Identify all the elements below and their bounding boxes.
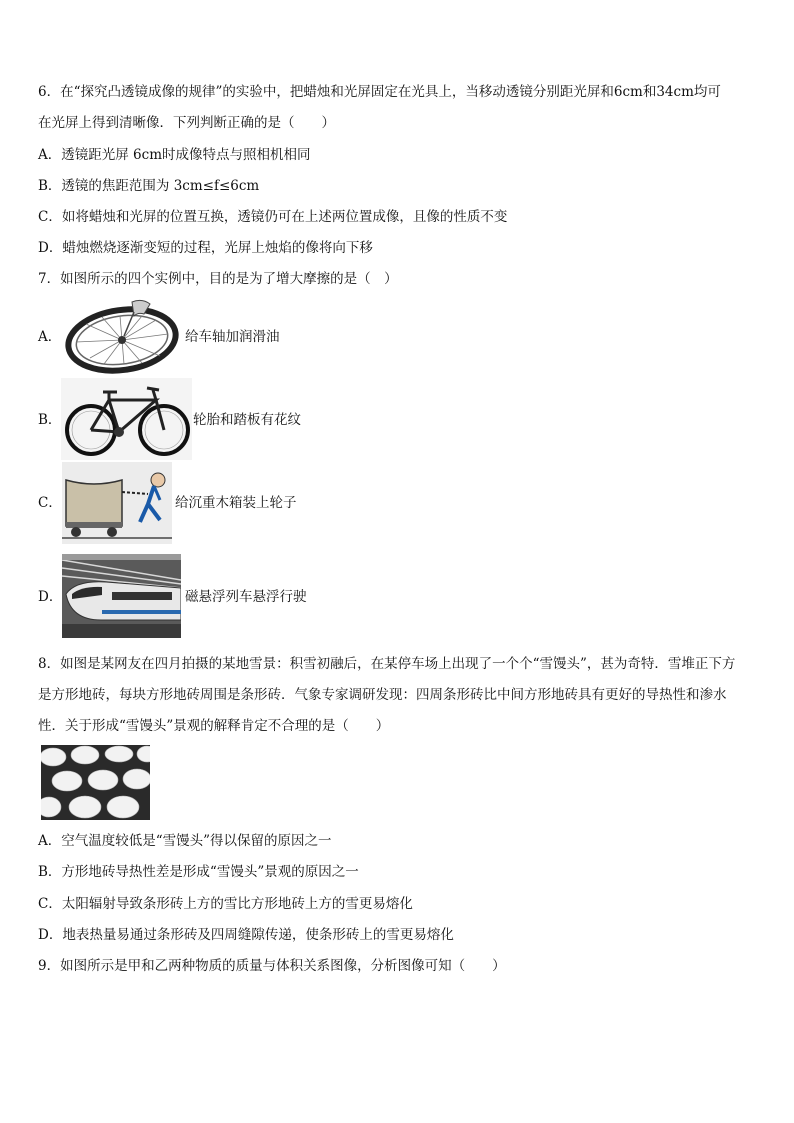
q8-stem-line2: 是方形地砖，每块方形地砖周围是条形砖．气象专家调研发现：四周条形砖比中间方形地砖具有更好的导热性和渗水 (38, 687, 727, 703)
q8-option-c: C．太阳辐射导致条形砖上方的雪比方形地砖上方的雪更易熔化 (38, 896, 413, 912)
q9-stem: 9．如图所示是甲和乙两种物质的质量与体积关系图像，分析图像可知（ ） (38, 958, 506, 974)
q8-stem-line1: 8．如图是某网友在四月拍摄的某地雪景：积雪初融后，在某停车场上出现了一个个“雪馒头”，甚为奇特．雪堆正下方 (38, 656, 736, 672)
wheel-oiling-image (62, 298, 182, 374)
q6-option-d: D．蜡烛燃烧逐渐变短的过程，光屏上烛焰的像将向下移 (38, 240, 373, 256)
q8-option-b: B．方形地砖导热性差是形成“雪馒头”景观的原因之一 (38, 864, 359, 880)
q7-option-b-label: B． (38, 412, 62, 428)
q7-option-a-text: 给车轴加润滑油 (185, 329, 280, 345)
q6-option-a: A．透镜距光屏 6cm时成像特点与照相机相同 (38, 147, 311, 163)
q6-option-b: B．透镜的焦距范围为 3cm≤f≤6cm (38, 178, 260, 194)
q7-option-a-label: A． (38, 329, 62, 345)
maglev-train-image (62, 554, 181, 638)
q7-option-d-label: D． (38, 589, 63, 605)
q6-option-c: C．如将蜡烛和光屏的位置互换，透镜仍可在上述两位置成像，且像的性质不变 (38, 209, 508, 225)
q7-stem: 7．如图所示的四个实例中，目的是为了增大摩擦的是（ ） (38, 271, 398, 287)
q6-stem-line2: 在光屏上得到清晰像．下列判断正确的是（ ） (38, 115, 335, 131)
q6-stem-line1: 6．在“探究凸透镜成像的规律”的实验中，把蜡烛和光屏固定在光具上，当移动透镜分别距光屏和6cm和34cm均可 (38, 84, 721, 100)
q7-option-c-label: C． (38, 495, 62, 511)
snow-mounds-image (41, 745, 150, 820)
q8-stem-line3: 性．关于形成“雪馒头”景观的解释肯定不合理的是（ ） (38, 718, 390, 734)
q7-option-b-text: 轮胎和踏板有花纹 (193, 412, 301, 428)
q8-option-d: D．地表热量易通过条形砖及四周缝隙传递，使条形砖上的雪更易熔化 (38, 927, 454, 943)
q8-option-a: A．空气温度较低是“雪馒头”得以保留的原因之一 (38, 833, 332, 849)
wheeled-crate-image (62, 462, 172, 544)
q7-option-c-text: 给沉重木箱装上轮子 (175, 495, 297, 511)
q7-option-d-text: 磁悬浮列车悬浮行驶 (185, 589, 307, 605)
bicycle-image (61, 378, 192, 460)
